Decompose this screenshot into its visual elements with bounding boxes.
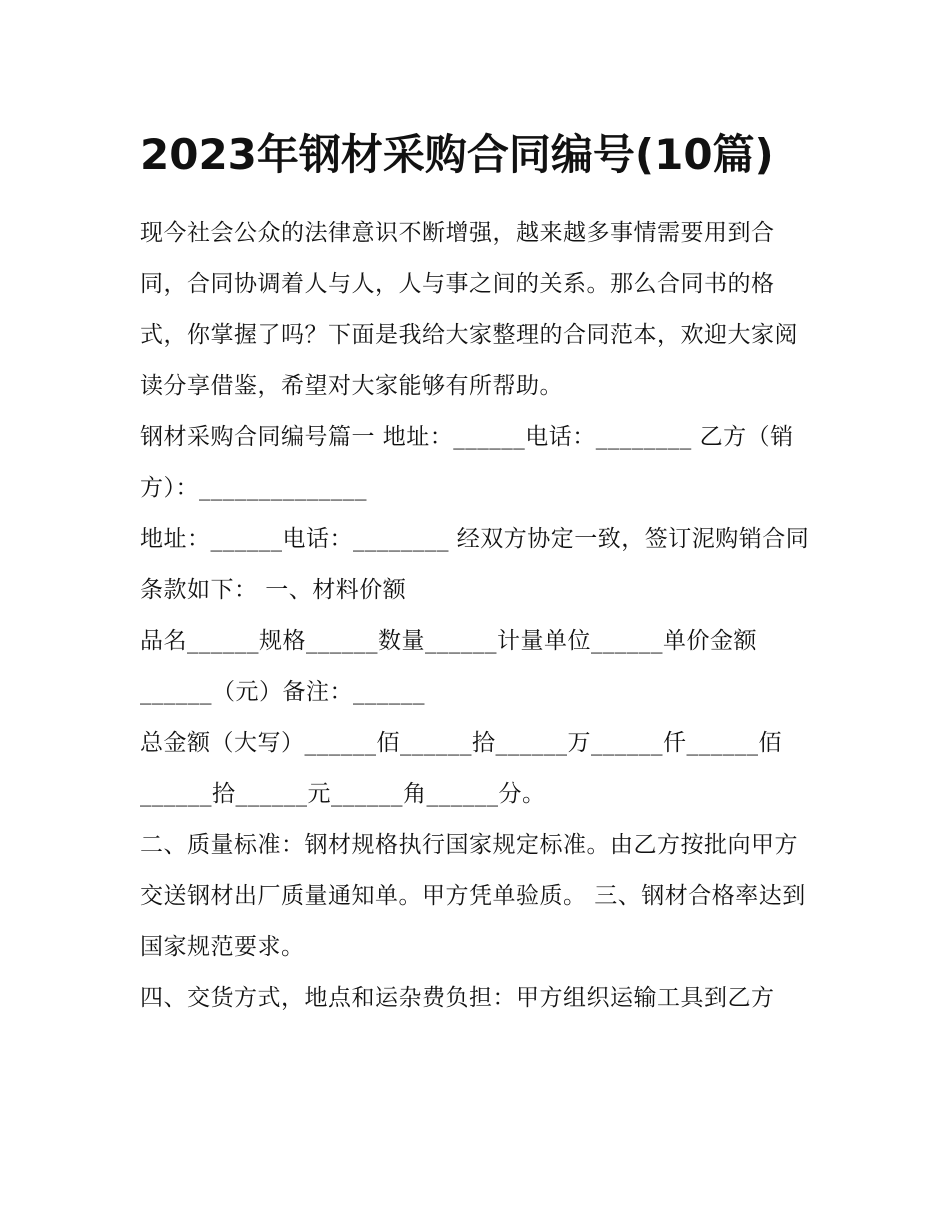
document-title: 2023年钢材采购合同编号(10篇) — [140, 130, 774, 179]
quality-standard-paragraph: 二、质量标准：钢材规格执行国家规定标准。由乙方按批向甲方交送钢材出厂质量通知单。甲方凭单验质。 三、钢材合格率达到国家规范要求。 — [140, 832, 806, 960]
intro-paragraph: 现今社会公众的法律意识不断增强，越来越多事情需要用到合同，合同协调着人与人，人与事之间的关系。那么合同书的格式，你掌握了吗？下面是我给大家整理的合同范本，欢迎大家阅读分享借鉴，希望对大家能够有所帮助。 — [140, 220, 798, 399]
delivery-method-paragraph: 四、交货方式，地点和运杂费负担：甲方组织运输工具到乙方 — [140, 985, 775, 1011]
total-amount-paragraph: 总金额（大写）______佰______拾______万______仟______佰______拾______元______角______分。 — [140, 730, 782, 807]
material-price-paragraph: 品名______规格______数量______计量单位______单价金额______（元）备注：______ — [140, 628, 757, 705]
contract-header-paragraph: 钢材采购合同编号篇一 地址：______电话：________ 乙方（销方）：______________ — [140, 424, 794, 501]
address-agreement-paragraph: 地址：______电话：________ 经双方协定一致，签订泥购销合同条款如下： 一、材料价额 — [140, 526, 810, 603]
document-page — [140, 118, 812, 1024]
